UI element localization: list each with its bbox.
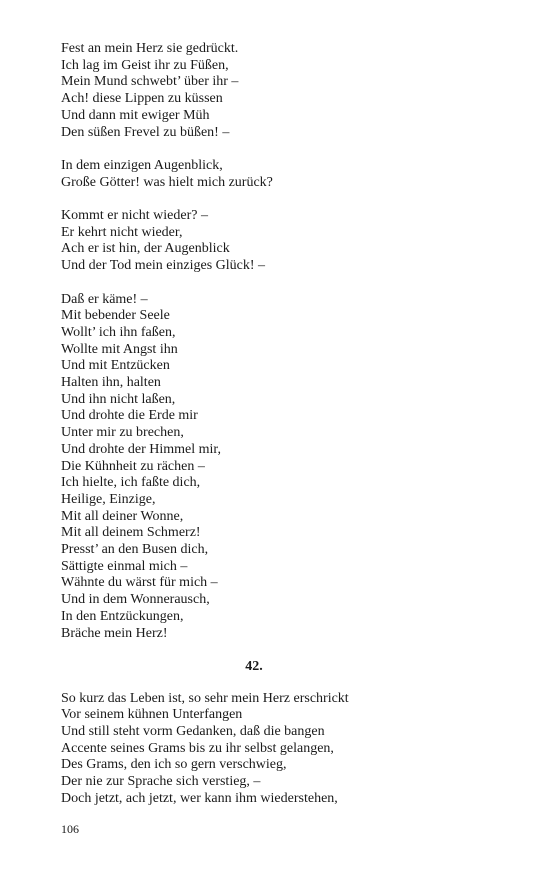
poem-42-stanza	[61, 691, 501, 808]
verse-line: Und der Tod mein einziges Glück! –	[61, 258, 266, 274]
verse-line: Sättigte einmal mich –	[61, 558, 188, 574]
verse-line: Und ihn nicht laßen,	[61, 391, 176, 407]
verse-line: Den süßen Frevel zu büßen! –	[61, 124, 230, 140]
verse-line: Presst’ an den Busen dich,	[61, 542, 209, 558]
verse-line: Große Götter! was hielt mich zurück?	[61, 174, 273, 190]
verse-line: Mit bebender Seele	[61, 308, 170, 324]
verse-line: In dem einzigen Augenblick,	[61, 157, 223, 173]
verse-line: Und drohte die Erde mir	[61, 408, 198, 424]
verse-line: Wähnte du wärst für mich –	[61, 575, 218, 591]
verse-line: Und drohte der Himmel mir,	[61, 441, 222, 457]
stanza-2	[61, 158, 501, 191]
verse-line: Wollt’ ich ihn faßen,	[61, 324, 176, 340]
verse-line: Bräche mein Herz!	[61, 625, 168, 641]
verse-line: Mit all deiner Wonne,	[61, 508, 184, 524]
verse-line: So kurz das Leben ist, so sehr mein Herz erschrickt	[61, 690, 349, 706]
verse-line: Ich hielte, ich faßte dich,	[61, 475, 201, 491]
verse-line: Der nie zur Sprache sich verstieg, –	[61, 774, 261, 790]
verse-line: Unter mir zu brechen,	[61, 425, 184, 441]
verse-line: Ach! diese Lippen zu küssen	[61, 91, 223, 107]
verse-line: Wollte mit Angst ihn	[61, 341, 178, 357]
verse-line: Und still steht vorm Gedanken, daß die bangen	[61, 724, 325, 740]
verse-line: Halten ihn, halten	[61, 375, 161, 391]
verse-line: Ach er ist hin, der Augenblick	[61, 241, 230, 257]
stanza-4	[61, 292, 501, 643]
verse-line: Daß er käme! –	[61, 291, 148, 307]
verse-line: Er kehrt nicht wieder,	[61, 224, 183, 240]
page-number: 106	[61, 822, 79, 836]
verse-line: Und in dem Wonnerausch,	[61, 592, 210, 608]
verse-line: Mit all deinem Schmerz!	[61, 525, 201, 541]
verse-line: Ich lag im Geist ihr zu Füßen,	[61, 57, 229, 73]
verse-line: Accente seines Grams bis zu ihr selbst gelangen,	[61, 740, 334, 756]
verse-line: Heilige, Einzige,	[61, 491, 156, 507]
poem-body	[61, 41, 501, 824]
verse-line: Doch jetzt, ach jetzt, wer kann ihm wiederstehen,	[61, 790, 338, 806]
verse-line: In den Entzückungen,	[61, 608, 184, 624]
verse-line: Vor seinem kühnen Unterfangen	[61, 707, 243, 723]
verse-line: Die Kühnheit zu rächen –	[61, 458, 205, 474]
stanza-3	[61, 208, 501, 275]
verse-line: Mein Mund schwebt’ über ihr –	[61, 74, 239, 90]
verse-line: Und mit Entzücken	[61, 358, 170, 374]
verse-line: Und dann mit ewiger Müh	[61, 107, 210, 123]
poem-number-heading: 42.	[245, 658, 263, 674]
verse-line: Kommt er nicht wieder? –	[61, 208, 208, 223]
stanza-1	[61, 41, 501, 141]
verse-line: Des Grams, den ich so gern verschwieg,	[61, 757, 287, 773]
verse-line: Fest an mein Herz sie gedrückt.	[61, 41, 239, 56]
